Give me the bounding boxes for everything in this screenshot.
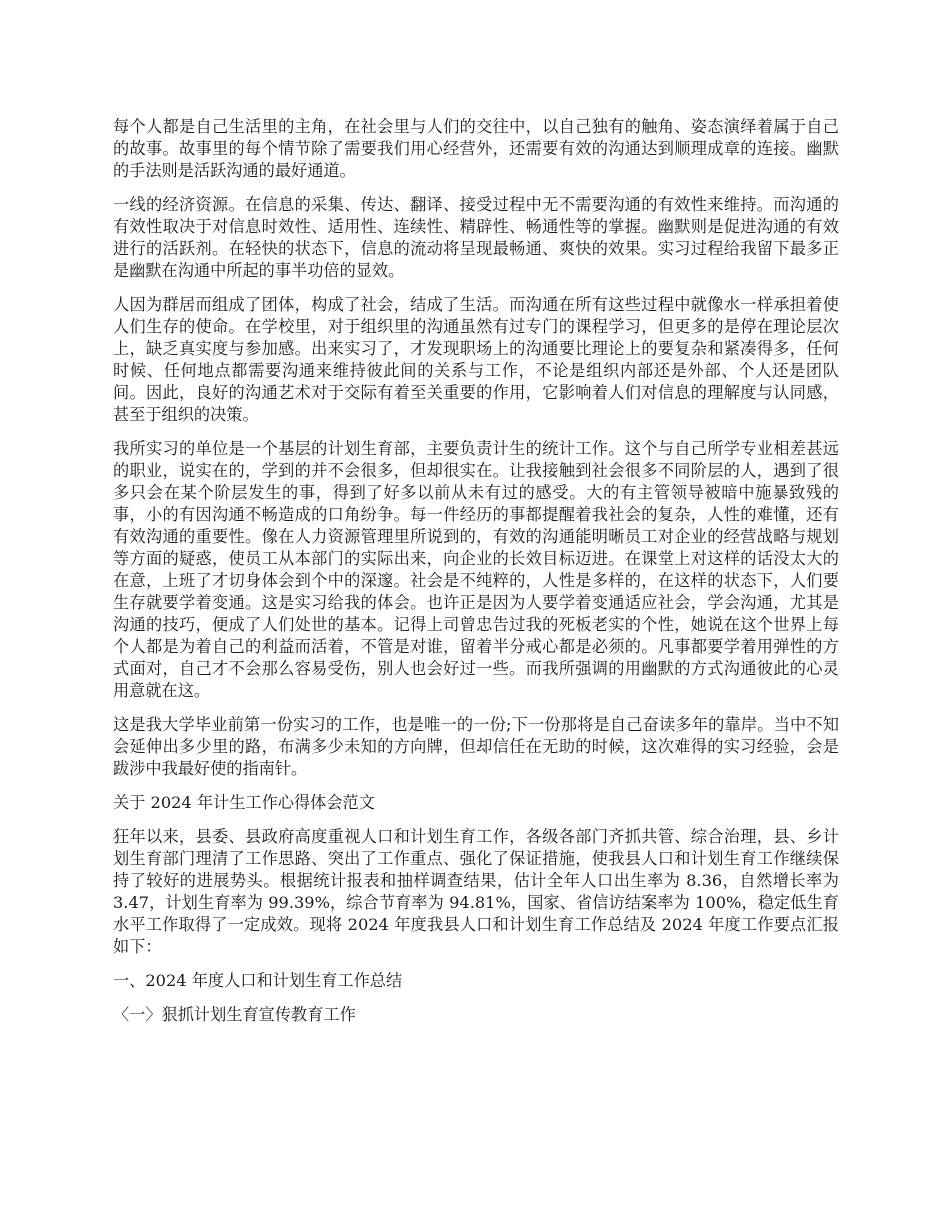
document-body	[113, 116, 839, 1038]
paragraph-intro: 每个人都是自己生活里的主角，在社会里与人们的交往中，以自己独有的触角、姿态演绎着属于自己的故事。故事里的每个情节除了需要我们用心经营外，还需要有效的沟通达到顺理成章的连接。幽默的手法则是活跃沟通的最好通道。	[113, 117, 839, 180]
paragraph-internship-unit: 我所实习的单位是一个基层的计划生育部，主要负责计生的统计工作。这个与自己所学专业相差甚远的职业，说实在的，学到的并不会很多，但却很实在。让我接触到社会很多不同阶层的人，遇到了很多只会在某个阶层发生的事，得到了好多以前从未有过的感受。大的有主管领导被暗中施暴致残的事，小的有因沟通不畅造成的口角纷争。每一件经历的事都提醒着我社会的复杂，人性的难懂，还有有效沟通的重要性。像在人力资源管理里所说到的，有效的沟通能明晰员工对企业的经营战略与规划等方面的疑惑，使员工从本部门的实际出来，向企业的长效目标迈进。在课堂上对这样的话没太大的在意，上班了才切身体会到个中的深邃。社会是不纯粹的，人性是多样的，在这样的状态下，人们要生存就要学着变通。这是实习给我的体会。也许正是因为人要学着变通适应社会，学会沟通，尤其是沟通的技巧，便成了人们处世的基本。记得上司曾忠告过我的死板老实的个性，她说在这个世界上每个人都是为着自己的利益而活着，不管是对谁，留着半分戒心都是必须的。凡事都要学着用弹性的方式面对，自己才不会那么容易受伤，别人也会好过一些。而我所强调的用幽默的方式沟通彼此的心灵用意就在这。	[113, 439, 839, 700]
subsection-heading-1: 〈一〉狠抓计划生育宣传教育工作	[113, 1005, 356, 1024]
paragraph-first-internship: 这是我大学毕业前第一份实习的工作，也是唯一的一份;下一份那将是自己奋读多年的靠岸。当中不知会延伸出多少里的路，布满多少未知的方向牌，但却信任在无助的时候，这次难得的实习经验，会是跋涉中我最好使的指南针。	[113, 715, 839, 778]
paragraph-economic-resources: 一线的经济资源。在信息的采集、传达、翻译、接受过程中无不需要沟通的有效性来维持。而沟通的有效性取决于对信息时效性、适用性、连续性、精辟性、畅通性等的掌握。幽默则是促进沟通的有效进行的活跃剂。在轻快的状态下，信息的流动将呈现最畅通、爽快的效果。实习过程给我留下最多正是幽默在沟通中所起的事半功倍的显效。	[113, 195, 839, 280]
paragraph-group-communication: 人因为群居而组成了团体，构成了社会，结成了生活。而沟通在所有这些过程中就像水一样承担着使人们生存的使命。在学校里，对于组织里的沟通虽然有过专门的课程学习，但更多的是停在理论层次上，缺乏真实度与参加感。出来实习了，才发现职场上的沟通要比理论上的要复杂和紧凑得多，任何时候、任何地点都需要沟通来维持彼此间的关系与工作，不论是组织内部还是外部、个人还是团队间。因此，良好的沟通艺术对于交际有着至关重要的作用，它影响着人们对信息的理解度与认同感，甚至于组织的决策。	[113, 295, 839, 424]
section-title: 关于 2024 年计生工作心得体会范文	[113, 793, 375, 812]
paragraph-summary: 狂年以来，县委、县政府高度重视人口和计划生育工作，各级各部门齐抓共管、综合治理，县、乡计划生育部门理清了工作思路、突出了工作重点、强化了保证措施，使我县人口和计划生育工作继续保持了较好的进展势头。根据统计报表和抽样调查结果，估计全年人口出生率为 8.36，自然增长率为 3.47，计划生育率为 99.39%，综合节育率为 94.81%，国家、省信访结案率为 100%，稳定低生育水平工作取得了一定成效。现将 2024 年度我县人口和计划生育工作总结及 2024 年度工作要点汇报如下：	[113, 827, 839, 956]
section-heading-1: 一、2024 年度人口和计划生育工作总结	[113, 971, 403, 990]
